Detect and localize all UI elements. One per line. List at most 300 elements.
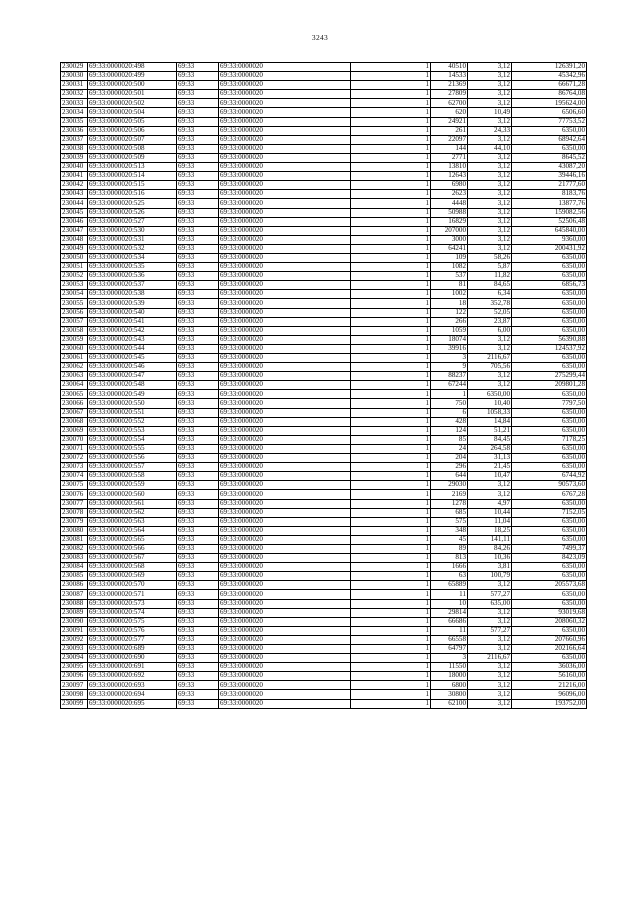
cadastral-number-cell: 69:33:0000020:551 bbox=[88, 408, 177, 417]
district-code-cell: 69:33 bbox=[177, 153, 219, 162]
cadastral-number-cell: 69:33:0000020:559 bbox=[88, 481, 177, 490]
area-cell: 30800 bbox=[431, 690, 468, 699]
table-row bbox=[61, 435, 587, 444]
district-code-cell: 69:33 bbox=[177, 335, 219, 344]
quarter-code-cell: 69:33:0000020 bbox=[219, 290, 351, 299]
district-code-cell: 69:33 bbox=[177, 617, 219, 626]
rate-cell: 3,12 bbox=[468, 181, 512, 190]
rate-cell: 24,33 bbox=[468, 126, 512, 135]
rate-cell: 31,13 bbox=[468, 454, 512, 463]
count-cell: 1 bbox=[351, 526, 431, 535]
table-row bbox=[61, 72, 587, 81]
table-row bbox=[61, 599, 587, 608]
table-row bbox=[61, 444, 587, 453]
cadastral-number-cell: 69:33:0000020:526 bbox=[88, 208, 177, 217]
cadastral-number-cell: 69:33:0000020:504 bbox=[88, 108, 177, 117]
table-row bbox=[61, 372, 587, 381]
quarter-code-cell: 69:33:0000020 bbox=[219, 645, 351, 654]
row-number-cell: 230095 bbox=[61, 663, 88, 672]
rate-cell: 10,40 bbox=[468, 399, 512, 408]
cadastral-number-cell: 69:33:0000020:534 bbox=[88, 253, 177, 262]
amount-cell: 21777,60 bbox=[512, 181, 587, 190]
count-cell: 1 bbox=[351, 635, 431, 644]
area-cell: 18074 bbox=[431, 335, 468, 344]
quarter-code-cell: 69:33:0000020 bbox=[219, 408, 351, 417]
table-row bbox=[61, 117, 587, 126]
row-number-cell: 230088 bbox=[61, 599, 88, 608]
table-row bbox=[61, 308, 587, 317]
row-number-cell: 230060 bbox=[61, 344, 88, 353]
amount-cell: 36036,00 bbox=[512, 663, 587, 672]
district-code-cell: 69:33 bbox=[177, 108, 219, 117]
district-code-cell: 69:33 bbox=[177, 226, 219, 235]
amount-cell: 6350,00 bbox=[512, 654, 587, 663]
row-number-cell: 230064 bbox=[61, 381, 88, 390]
count-cell: 1 bbox=[351, 444, 431, 453]
area-cell: 16829 bbox=[431, 217, 468, 226]
table-row bbox=[61, 290, 587, 299]
amount-cell: 6350,00 bbox=[512, 126, 587, 135]
rate-cell: 3,12 bbox=[468, 617, 512, 626]
count-cell: 1 bbox=[351, 63, 431, 72]
area-cell: 6 bbox=[431, 408, 468, 417]
quarter-code-cell: 69:33:0000020 bbox=[219, 526, 351, 535]
count-cell: 1 bbox=[351, 417, 431, 426]
count-cell: 1 bbox=[351, 690, 431, 699]
table-row bbox=[61, 99, 587, 108]
count-cell: 1 bbox=[351, 117, 431, 126]
amount-cell: 43087,20 bbox=[512, 163, 587, 172]
area-cell: 428 bbox=[431, 417, 468, 426]
row-number-cell: 230081 bbox=[61, 535, 88, 544]
district-code-cell: 69:33 bbox=[177, 172, 219, 181]
count-cell: 1 bbox=[351, 608, 431, 617]
rate-cell: 52,05 bbox=[468, 308, 512, 317]
count-cell: 1 bbox=[351, 335, 431, 344]
amount-cell: 6350,00 bbox=[512, 599, 587, 608]
district-code-cell: 69:33 bbox=[177, 235, 219, 244]
table-row bbox=[61, 244, 587, 253]
amount-cell: 193752,00 bbox=[512, 699, 587, 708]
count-cell: 1 bbox=[351, 90, 431, 99]
district-code-cell: 69:33 bbox=[177, 363, 219, 372]
rate-cell: 3,12 bbox=[468, 172, 512, 181]
district-code-cell: 69:33 bbox=[177, 426, 219, 435]
cadastral-number-cell: 69:33:0000020:501 bbox=[88, 90, 177, 99]
cadastral-number-cell: 69:33:0000020:509 bbox=[88, 153, 177, 162]
quarter-code-cell: 69:33:0000020 bbox=[219, 454, 351, 463]
area-cell: 207000 bbox=[431, 226, 468, 235]
row-number-cell: 230077 bbox=[61, 499, 88, 508]
quarter-code-cell: 69:33:0000020 bbox=[219, 663, 351, 672]
count-cell: 1 bbox=[351, 663, 431, 672]
district-code-cell: 69:33 bbox=[177, 144, 219, 153]
count-cell: 1 bbox=[351, 299, 431, 308]
amount-cell: 6350,00 bbox=[512, 572, 587, 581]
cadastral-number-cell: 69:33:0000020:508 bbox=[88, 144, 177, 153]
quarter-code-cell: 69:33:0000020 bbox=[219, 190, 351, 199]
district-code-cell: 69:33 bbox=[177, 208, 219, 217]
row-number-cell: 230070 bbox=[61, 435, 88, 444]
district-code-cell: 69:33 bbox=[177, 454, 219, 463]
rate-cell: 10,36 bbox=[468, 554, 512, 563]
amount-cell: 6350,00 bbox=[512, 444, 587, 453]
rate-cell: 3,12 bbox=[468, 645, 512, 654]
row-number-cell: 230038 bbox=[61, 144, 88, 153]
rate-cell: 2116,67 bbox=[468, 654, 512, 663]
quarter-code-cell: 69:33:0000020 bbox=[219, 108, 351, 117]
amount-cell: 6350,00 bbox=[512, 426, 587, 435]
row-number-cell: 230048 bbox=[61, 235, 88, 244]
row-number-cell: 230047 bbox=[61, 226, 88, 235]
amount-cell: 6350,00 bbox=[512, 535, 587, 544]
amount-cell: 6350,00 bbox=[512, 417, 587, 426]
row-number-cell: 230091 bbox=[61, 626, 88, 635]
rate-cell: 577,27 bbox=[468, 590, 512, 599]
cadastral-number-cell: 69:33:0000020:513 bbox=[88, 163, 177, 172]
row-number-cell: 230072 bbox=[61, 454, 88, 463]
area-cell: 12643 bbox=[431, 172, 468, 181]
district-code-cell: 69:33 bbox=[177, 672, 219, 681]
cadastral-number-cell: 69:33:0000020:500 bbox=[88, 81, 177, 90]
cadastral-number-cell: 69:33:0000020:693 bbox=[88, 681, 177, 690]
area-cell: 124 bbox=[431, 426, 468, 435]
amount-cell: 45342,96 bbox=[512, 72, 587, 81]
area-cell: 81 bbox=[431, 281, 468, 290]
table-row bbox=[61, 626, 587, 635]
row-number-cell: 230031 bbox=[61, 81, 88, 90]
area-cell: 620 bbox=[431, 108, 468, 117]
table-row bbox=[61, 463, 587, 472]
amount-cell: 6350,00 bbox=[512, 317, 587, 326]
count-cell: 1 bbox=[351, 272, 431, 281]
table-row bbox=[61, 144, 587, 153]
quarter-code-cell: 69:33:0000020 bbox=[219, 672, 351, 681]
table-row bbox=[61, 690, 587, 699]
area-cell: 39916 bbox=[431, 344, 468, 353]
row-number-cell: 230093 bbox=[61, 645, 88, 654]
count-cell: 1 bbox=[351, 590, 431, 599]
cadastral-number-cell: 69:33:0000020:502 bbox=[88, 99, 177, 108]
row-number-cell: 230062 bbox=[61, 363, 88, 372]
district-code-cell: 69:33 bbox=[177, 308, 219, 317]
area-cell: 6800 bbox=[431, 681, 468, 690]
row-number-cell: 230075 bbox=[61, 481, 88, 490]
cadastral-number-cell: 69:33:0000020:556 bbox=[88, 454, 177, 463]
cadastral-number-cell: 69:33:0000020:532 bbox=[88, 244, 177, 253]
table-row bbox=[61, 81, 587, 90]
amount-cell: 56160,00 bbox=[512, 672, 587, 681]
count-cell: 1 bbox=[351, 263, 431, 272]
cadastral-number-cell: 69:33:0000020:547 bbox=[88, 372, 177, 381]
cadastral-number-cell: 69:33:0000020:563 bbox=[88, 517, 177, 526]
row-number-cell: 230054 bbox=[61, 290, 88, 299]
rate-cell: 1058,33 bbox=[468, 408, 512, 417]
rate-cell: 3,12 bbox=[468, 153, 512, 162]
quarter-code-cell: 69:33:0000020 bbox=[219, 81, 351, 90]
cadastral-number-cell: 69:33:0000020:546 bbox=[88, 363, 177, 372]
amount-cell: 124537,92 bbox=[512, 344, 587, 353]
row-number-cell: 230082 bbox=[61, 544, 88, 553]
amount-cell: 202166,64 bbox=[512, 645, 587, 654]
cadastral-number-cell: 69:33:0000020:505 bbox=[88, 117, 177, 126]
district-code-cell: 69:33 bbox=[177, 390, 219, 399]
quarter-code-cell: 69:33:0000020 bbox=[219, 272, 351, 281]
rate-cell: 352,78 bbox=[468, 299, 512, 308]
cadastral-number-cell: 69:33:0000020:537 bbox=[88, 281, 177, 290]
quarter-code-cell: 69:33:0000020 bbox=[219, 654, 351, 663]
row-number-cell: 230049 bbox=[61, 244, 88, 253]
table-row bbox=[61, 490, 587, 499]
count-cell: 1 bbox=[351, 517, 431, 526]
amount-cell: 9360,00 bbox=[512, 235, 587, 244]
cadastral-number-cell: 69:33:0000020:552 bbox=[88, 417, 177, 426]
table-row bbox=[61, 163, 587, 172]
district-code-cell: 69:33 bbox=[177, 554, 219, 563]
table-row bbox=[61, 526, 587, 535]
row-number-cell: 230080 bbox=[61, 526, 88, 535]
cadastral-number-cell: 69:33:0000020:561 bbox=[88, 499, 177, 508]
count-cell: 1 bbox=[351, 454, 431, 463]
table-row bbox=[61, 699, 587, 708]
district-code-cell: 69:33 bbox=[177, 581, 219, 590]
amount-cell: 13877,76 bbox=[512, 199, 587, 208]
rate-cell: 3,12 bbox=[468, 217, 512, 226]
count-cell: 1 bbox=[351, 472, 431, 481]
rate-cell: 264,58 bbox=[468, 444, 512, 453]
quarter-code-cell: 69:33:0000020 bbox=[219, 463, 351, 472]
district-code-cell: 69:33 bbox=[177, 281, 219, 290]
row-number-cell: 230090 bbox=[61, 617, 88, 626]
cadastral-number-cell: 69:33:0000020:694 bbox=[88, 690, 177, 699]
amount-cell: 7178,25 bbox=[512, 435, 587, 444]
quarter-code-cell: 69:33:0000020 bbox=[219, 690, 351, 699]
amount-cell: 8645,52 bbox=[512, 153, 587, 162]
district-code-cell: 69:33 bbox=[177, 444, 219, 453]
table-row bbox=[61, 235, 587, 244]
rate-cell: 3,12 bbox=[468, 81, 512, 90]
rate-cell: 100,79 bbox=[468, 572, 512, 581]
district-code-cell: 69:33 bbox=[177, 599, 219, 608]
area-cell: 18 bbox=[431, 299, 468, 308]
table-row bbox=[61, 645, 587, 654]
row-number-cell: 230086 bbox=[61, 581, 88, 590]
cadastral-number-cell: 69:33:0000020:539 bbox=[88, 299, 177, 308]
rate-cell: 3,12 bbox=[468, 135, 512, 144]
cadastral-number-cell: 69:33:0000020:507 bbox=[88, 135, 177, 144]
amount-cell: 6350,00 bbox=[512, 253, 587, 262]
table-row bbox=[61, 326, 587, 335]
row-number-cell: 230084 bbox=[61, 563, 88, 572]
cadastral-number-cell: 69:33:0000020:545 bbox=[88, 354, 177, 363]
table-row bbox=[61, 590, 587, 599]
row-number-cell: 230065 bbox=[61, 390, 88, 399]
district-code-cell: 69:33 bbox=[177, 272, 219, 281]
quarter-code-cell: 69:33:0000020 bbox=[219, 72, 351, 81]
amount-cell: 68942,64 bbox=[512, 135, 587, 144]
count-cell: 1 bbox=[351, 163, 431, 172]
table-row bbox=[61, 535, 587, 544]
table-row bbox=[61, 281, 587, 290]
rate-cell: 635,00 bbox=[468, 599, 512, 608]
district-code-cell: 69:33 bbox=[177, 399, 219, 408]
district-code-cell: 69:33 bbox=[177, 635, 219, 644]
table-row bbox=[61, 408, 587, 417]
rate-cell: 3,12 bbox=[468, 699, 512, 708]
cadastral-number-cell: 69:33:0000020:577 bbox=[88, 635, 177, 644]
count-cell: 1 bbox=[351, 626, 431, 635]
table-row bbox=[61, 63, 587, 72]
rate-cell: 23,87 bbox=[468, 317, 512, 326]
amount-cell: 93019,68 bbox=[512, 608, 587, 617]
quarter-code-cell: 69:33:0000020 bbox=[219, 281, 351, 290]
district-code-cell: 69:33 bbox=[177, 408, 219, 417]
quarter-code-cell: 69:33:0000020 bbox=[219, 99, 351, 108]
row-number-cell: 230032 bbox=[61, 90, 88, 99]
table-row bbox=[61, 272, 587, 281]
district-code-cell: 69:33 bbox=[177, 99, 219, 108]
area-cell: 67244 bbox=[431, 381, 468, 390]
rate-cell: 51,21 bbox=[468, 426, 512, 435]
quarter-code-cell: 69:33:0000020 bbox=[219, 217, 351, 226]
area-cell: 29030 bbox=[431, 481, 468, 490]
count-cell: 1 bbox=[351, 354, 431, 363]
row-number-cell: 230039 bbox=[61, 153, 88, 162]
cadastral-table bbox=[60, 62, 587, 709]
cadastral-number-cell: 69:33:0000020:574 bbox=[88, 608, 177, 617]
table-row bbox=[61, 681, 587, 690]
table-row bbox=[61, 90, 587, 99]
district-code-cell: 69:33 bbox=[177, 253, 219, 262]
quarter-code-cell: 69:33:0000020 bbox=[219, 626, 351, 635]
quarter-code-cell: 69:33:0000020 bbox=[219, 153, 351, 162]
table-row bbox=[61, 508, 587, 517]
table-row bbox=[61, 354, 587, 363]
table-row bbox=[61, 390, 587, 399]
district-code-cell: 69:33 bbox=[177, 244, 219, 253]
district-code-cell: 69:33 bbox=[177, 372, 219, 381]
table-row bbox=[61, 208, 587, 217]
quarter-code-cell: 69:33:0000020 bbox=[219, 681, 351, 690]
district-code-cell: 69:33 bbox=[177, 663, 219, 672]
table-row bbox=[61, 572, 587, 581]
area-cell: 11 bbox=[431, 590, 468, 599]
rate-cell: 3,12 bbox=[468, 581, 512, 590]
rate-cell: 84,45 bbox=[468, 435, 512, 444]
count-cell: 1 bbox=[351, 544, 431, 553]
table-row bbox=[61, 153, 587, 162]
area-cell: 9 bbox=[431, 363, 468, 372]
quarter-code-cell: 69:33:0000020 bbox=[219, 308, 351, 317]
area-cell: 11 bbox=[431, 626, 468, 635]
count-cell: 1 bbox=[351, 463, 431, 472]
district-code-cell: 69:33 bbox=[177, 299, 219, 308]
rate-cell: 3,12 bbox=[468, 208, 512, 217]
table-row bbox=[61, 499, 587, 508]
rate-cell: 5,87 bbox=[468, 263, 512, 272]
district-code-cell: 69:33 bbox=[177, 354, 219, 363]
table-row bbox=[61, 135, 587, 144]
row-number-cell: 230053 bbox=[61, 281, 88, 290]
amount-cell: 275299,44 bbox=[512, 372, 587, 381]
rate-cell: 11,82 bbox=[468, 272, 512, 281]
rate-cell: 3,81 bbox=[468, 563, 512, 572]
amount-cell: 8183,76 bbox=[512, 190, 587, 199]
cadastral-number-cell: 69:33:0000020:690 bbox=[88, 654, 177, 663]
cadastral-number-cell: 69:33:0000020:553 bbox=[88, 426, 177, 435]
table-row bbox=[61, 517, 587, 526]
district-code-cell: 69:33 bbox=[177, 90, 219, 99]
quarter-code-cell: 69:33:0000020 bbox=[219, 63, 351, 72]
amount-cell: 6506,60 bbox=[512, 108, 587, 117]
count-cell: 1 bbox=[351, 153, 431, 162]
row-number-cell: 230068 bbox=[61, 417, 88, 426]
rate-cell: 3,12 bbox=[468, 244, 512, 253]
area-cell: 109 bbox=[431, 253, 468, 262]
quarter-code-cell: 69:33:0000020 bbox=[219, 481, 351, 490]
table-row bbox=[61, 617, 587, 626]
amount-cell: 208060,32 bbox=[512, 617, 587, 626]
quarter-code-cell: 69:33:0000020 bbox=[219, 417, 351, 426]
row-number-cell: 230063 bbox=[61, 372, 88, 381]
amount-cell: 6350,00 bbox=[512, 626, 587, 635]
table-row bbox=[61, 563, 587, 572]
district-code-cell: 69:33 bbox=[177, 690, 219, 699]
quarter-code-cell: 69:33:0000020 bbox=[219, 235, 351, 244]
area-cell: 4448 bbox=[431, 199, 468, 208]
district-code-cell: 69:33 bbox=[177, 654, 219, 663]
amount-cell: 205573,68 bbox=[512, 581, 587, 590]
quarter-code-cell: 69:33:0000020 bbox=[219, 172, 351, 181]
area-cell: 22097 bbox=[431, 135, 468, 144]
area-cell: 13810 bbox=[431, 163, 468, 172]
table-row bbox=[61, 344, 587, 353]
cadastral-number-cell: 69:33:0000020:540 bbox=[88, 308, 177, 317]
row-number-cell: 230040 bbox=[61, 163, 88, 172]
count-cell: 1 bbox=[351, 508, 431, 517]
cadastral-number-cell: 69:33:0000020:567 bbox=[88, 554, 177, 563]
rate-cell: 3,12 bbox=[468, 635, 512, 644]
district-code-cell: 69:33 bbox=[177, 572, 219, 581]
district-code-cell: 69:33 bbox=[177, 699, 219, 708]
amount-cell: 6350,00 bbox=[512, 263, 587, 272]
area-cell: 685 bbox=[431, 508, 468, 517]
amount-cell: 6350,00 bbox=[512, 463, 587, 472]
area-cell: 644 bbox=[431, 472, 468, 481]
district-code-cell: 69:33 bbox=[177, 126, 219, 135]
amount-cell: 6744,92 bbox=[512, 472, 587, 481]
count-cell: 1 bbox=[351, 681, 431, 690]
cadastral-number-cell: 69:33:0000020:499 bbox=[88, 72, 177, 81]
rate-cell: 577,27 bbox=[468, 626, 512, 635]
row-number-cell: 230030 bbox=[61, 72, 88, 81]
row-number-cell: 230099 bbox=[61, 699, 88, 708]
cadastral-number-cell: 69:33:0000020:498 bbox=[88, 63, 177, 72]
cadastral-number-cell: 69:33:0000020:542 bbox=[88, 326, 177, 335]
table-row bbox=[61, 217, 587, 226]
count-cell: 1 bbox=[351, 190, 431, 199]
area-cell: 62700 bbox=[431, 99, 468, 108]
area-cell: 18000 bbox=[431, 672, 468, 681]
count-cell: 1 bbox=[351, 290, 431, 299]
amount-cell: 66671,28 bbox=[512, 81, 587, 90]
amount-cell: 21216,00 bbox=[512, 681, 587, 690]
cadastral-number-cell: 69:33:0000020:514 bbox=[88, 172, 177, 181]
rate-cell: 2116,67 bbox=[468, 354, 512, 363]
quarter-code-cell: 69:33:0000020 bbox=[219, 317, 351, 326]
district-code-cell: 69:33 bbox=[177, 135, 219, 144]
row-number-cell: 230078 bbox=[61, 508, 88, 517]
